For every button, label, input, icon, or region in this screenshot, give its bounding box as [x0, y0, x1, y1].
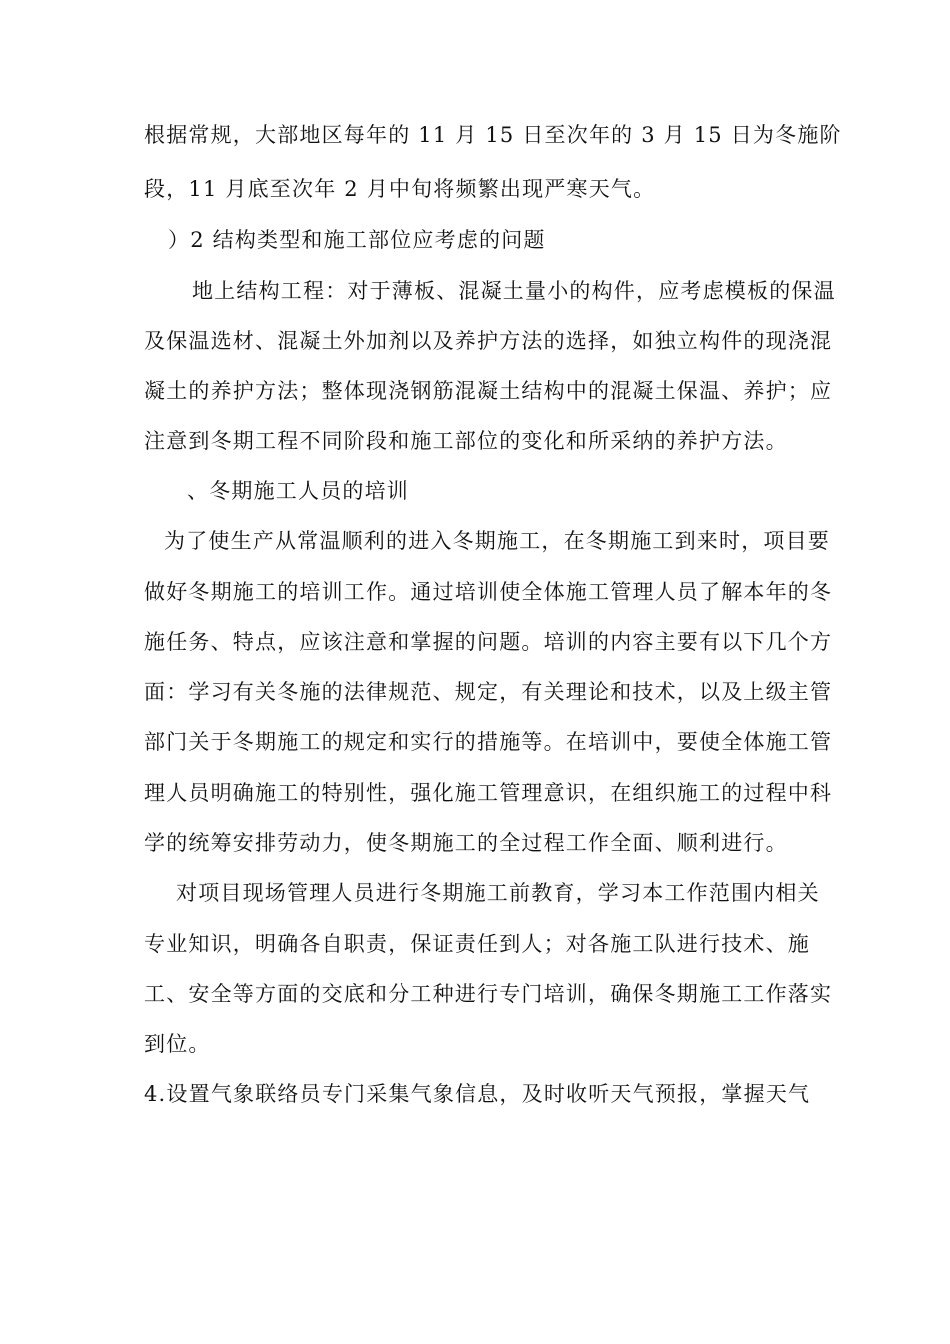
- section-heading-structure: ）2 结构类型和施工部位应考虑的问题: [168, 228, 546, 252]
- text-line-5: 及保温选材、混凝土外加剂以及养护方法的选择，如独立构件的现浇混: [144, 329, 833, 353]
- text-line-15: 学的统筹安排劳动力，使冬期施工的全过程工作全面、顺利进行。: [144, 831, 788, 855]
- text-line-2: 段，11 月底至次年 2 月中旬将频繁出现严寒天气。: [144, 177, 656, 201]
- text-line-12: 面：学习有关冬施的法律规范、规定，有关理论和技术，以及上级主管: [144, 680, 833, 704]
- text-line-13: 部门关于冬期施工的规定和实行的措施等。在培训中，要使全体施工管: [144, 730, 833, 754]
- text-line-17: 专业知识，明确各自职责，保证责任到人；对各施工队进行技术、施: [144, 932, 810, 956]
- text-line-19: 到位。: [144, 1032, 211, 1056]
- text-line-7: 注意到冬期工程不同阶段和施工部位的变化和所采纳的养护方法。: [144, 429, 788, 453]
- text-line-4: 地上结构工程：对于薄板、混凝土量小的构件，应考虑模板的保温: [192, 279, 836, 303]
- text-line-14: 理人员明确施工的特别性，强化施工管理意识，在组织施工的过程中科: [144, 781, 833, 805]
- text-line-1: 根据常规，大部地区每年的 11 月 15 日至次年的 3 月 15 日为冬施阶: [144, 123, 842, 147]
- text-line-10: 做好冬期施工的培训工作。通过培训使全体施工管理人员了解本年的冬: [144, 580, 833, 604]
- text-line-6: 凝土的养护方法；整体现浇钢筋混凝土结构中的混凝土保温、养护；应: [144, 379, 833, 403]
- text-line-11: 施任务、特点，应该注意和掌握的问题。培训的内容主要有以下几个方: [144, 630, 833, 654]
- text-line-18: 工、安全等方面的交底和分工种进行专门培训，确保冬期施工工作落实: [144, 982, 833, 1006]
- section-heading-training: 、冬期施工人员的培训: [187, 479, 409, 503]
- text-line-16: 对项目现场管理人员进行冬期施工前教育，学习本工作范围内相关: [176, 881, 820, 905]
- text-line-9: 为了使生产从常温顺利的进入冬期施工，在冬期施工到来时，项目要: [164, 529, 830, 553]
- text-line-20: 4.设置气象联络员专门采集气象信息，及时收听天气预报，掌握天气: [144, 1082, 811, 1106]
